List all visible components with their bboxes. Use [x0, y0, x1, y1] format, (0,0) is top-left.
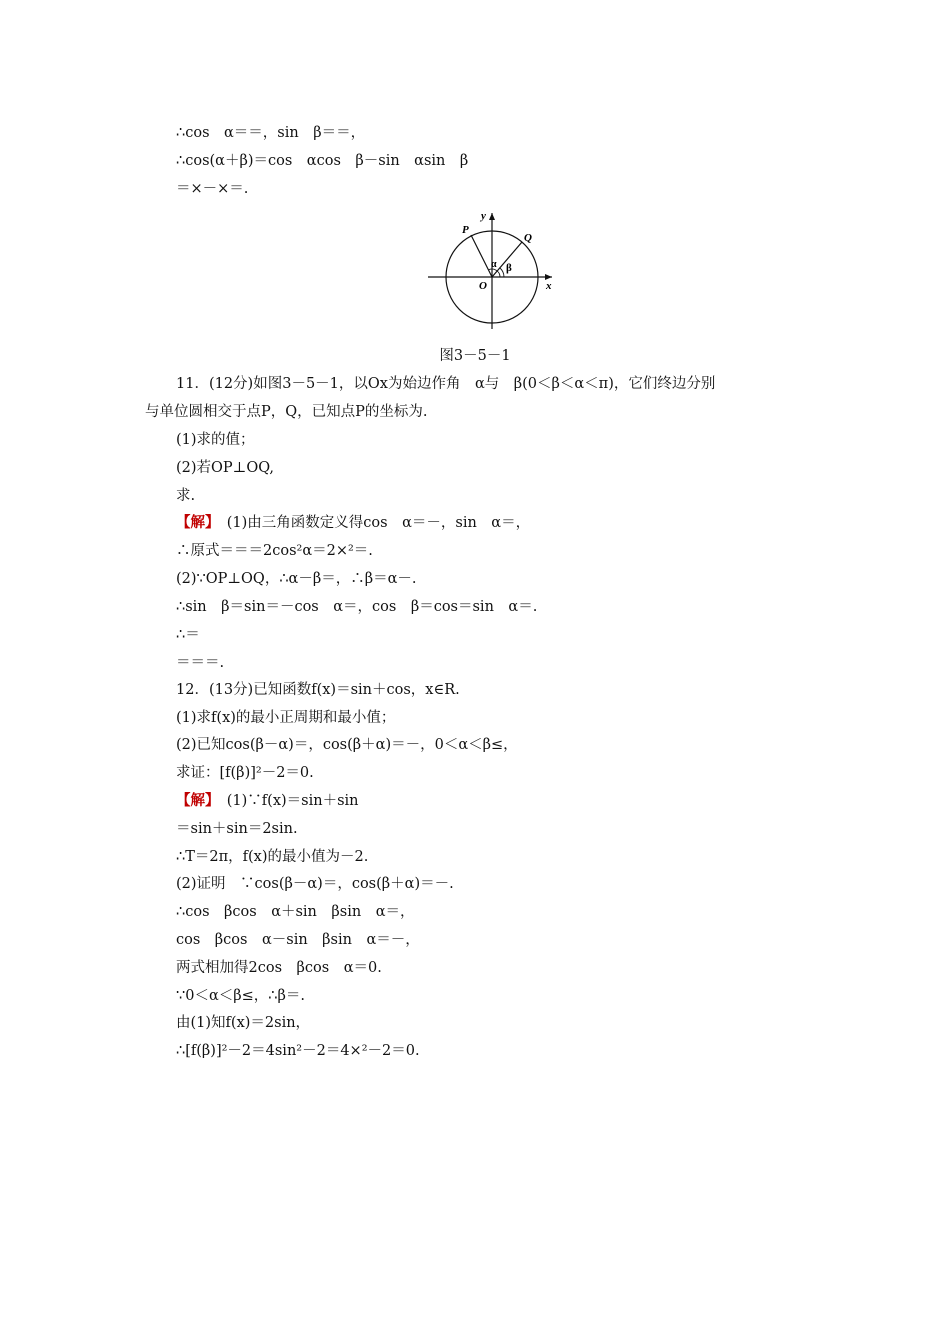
text-line: 求.	[176, 488, 196, 504]
text-line: ∴sin β＝sin＝－cos α＝，cos β＝cos＝sin α＝.	[176, 599, 538, 615]
solution-tag: 【解】	[176, 514, 213, 531]
text-line: 由(1)知f(x)＝2sin，	[176, 1015, 311, 1031]
text-line: 与单位圆相交于点P，Q，已知点P的坐标为.	[145, 404, 428, 420]
figure-caption: 图3－5－1	[439, 348, 511, 364]
text-line: (2)若OP⊥OQ,	[176, 460, 274, 476]
text-line: (2)证明 ∵cos(β－α)＝，cos(β＋α)＝－.	[176, 876, 454, 892]
text-line: ∴cos α＝＝，sin β＝＝，	[176, 125, 366, 141]
angle-beta-arc	[500, 268, 504, 277]
text-line: (1)求f(x)的最小正周期和最小值；	[176, 710, 396, 726]
text-line: 12．(13分)已知函数f(x)＝sin＋cos，x∈R.	[176, 682, 460, 698]
text-line: ∴T＝2π，f(x)的最小值为－2.	[176, 849, 369, 865]
text-line: cos βcos α－sin βsin α＝－，	[176, 932, 420, 948]
text-line: ＝sin＋sin＝2sin.	[176, 821, 298, 837]
text-line: (1)求的值；	[176, 432, 255, 448]
text-line: ∴cos(α＋β)＝cos αcos β－sin αsin β	[176, 153, 469, 169]
solution-line	[176, 511, 530, 535]
unit-circle-figure	[420, 207, 560, 333]
text-line: 求证：[f(β)]²－2＝0.	[176, 765, 314, 781]
text-line: 两式相加得2cos βcos α＝0.	[176, 960, 382, 976]
solution-text: (1)由三角函数定义得cos α＝－，sin α＝，	[212, 515, 531, 531]
text-line: ∵0＜α＜β≤，∴β＝.	[176, 988, 305, 1004]
beta-label: β	[506, 262, 512, 274]
text-line: ∴＝	[176, 627, 200, 643]
text-line: ＝＝＝.	[176, 655, 225, 671]
point-p-label: P	[462, 224, 469, 236]
text-line: ∴cos βcos α＋sin βsin α＝，	[176, 904, 415, 920]
text-line: 11．(12分)如图3－5－1，以Ox为始边作角 α与 β(0＜β＜α＜π)，它们终边分别	[176, 376, 716, 392]
origin-label: O	[479, 280, 487, 292]
point-q-label: Q	[524, 232, 532, 244]
y-axis-arrow	[489, 213, 495, 220]
text-line: ∴[f(β)]²－2＝4sin²－2＝4×²－2＝0.	[176, 1043, 420, 1059]
solution-tag: 【解】	[176, 792, 213, 809]
text-line: ∴原式＝＝＝2cos²α＝2×²＝.	[176, 543, 373, 559]
alpha-label: α	[491, 259, 497, 270]
text-line: ＝×－×＝.	[176, 181, 249, 197]
solution-text: (1)∵f(x)＝sin＋sin	[212, 793, 359, 809]
text-line: (2)∵OP⊥OQ，∴α－β＝，∴β＝α－.	[176, 571, 417, 587]
solution-line	[176, 789, 358, 813]
y-axis-label: y	[481, 210, 486, 222]
x-axis-label: x	[546, 280, 552, 292]
ray-op	[471, 235, 492, 277]
text-line: (2)已知cos(β－α)＝，cos(β＋α)＝－，0＜α＜β≤，	[176, 737, 518, 753]
